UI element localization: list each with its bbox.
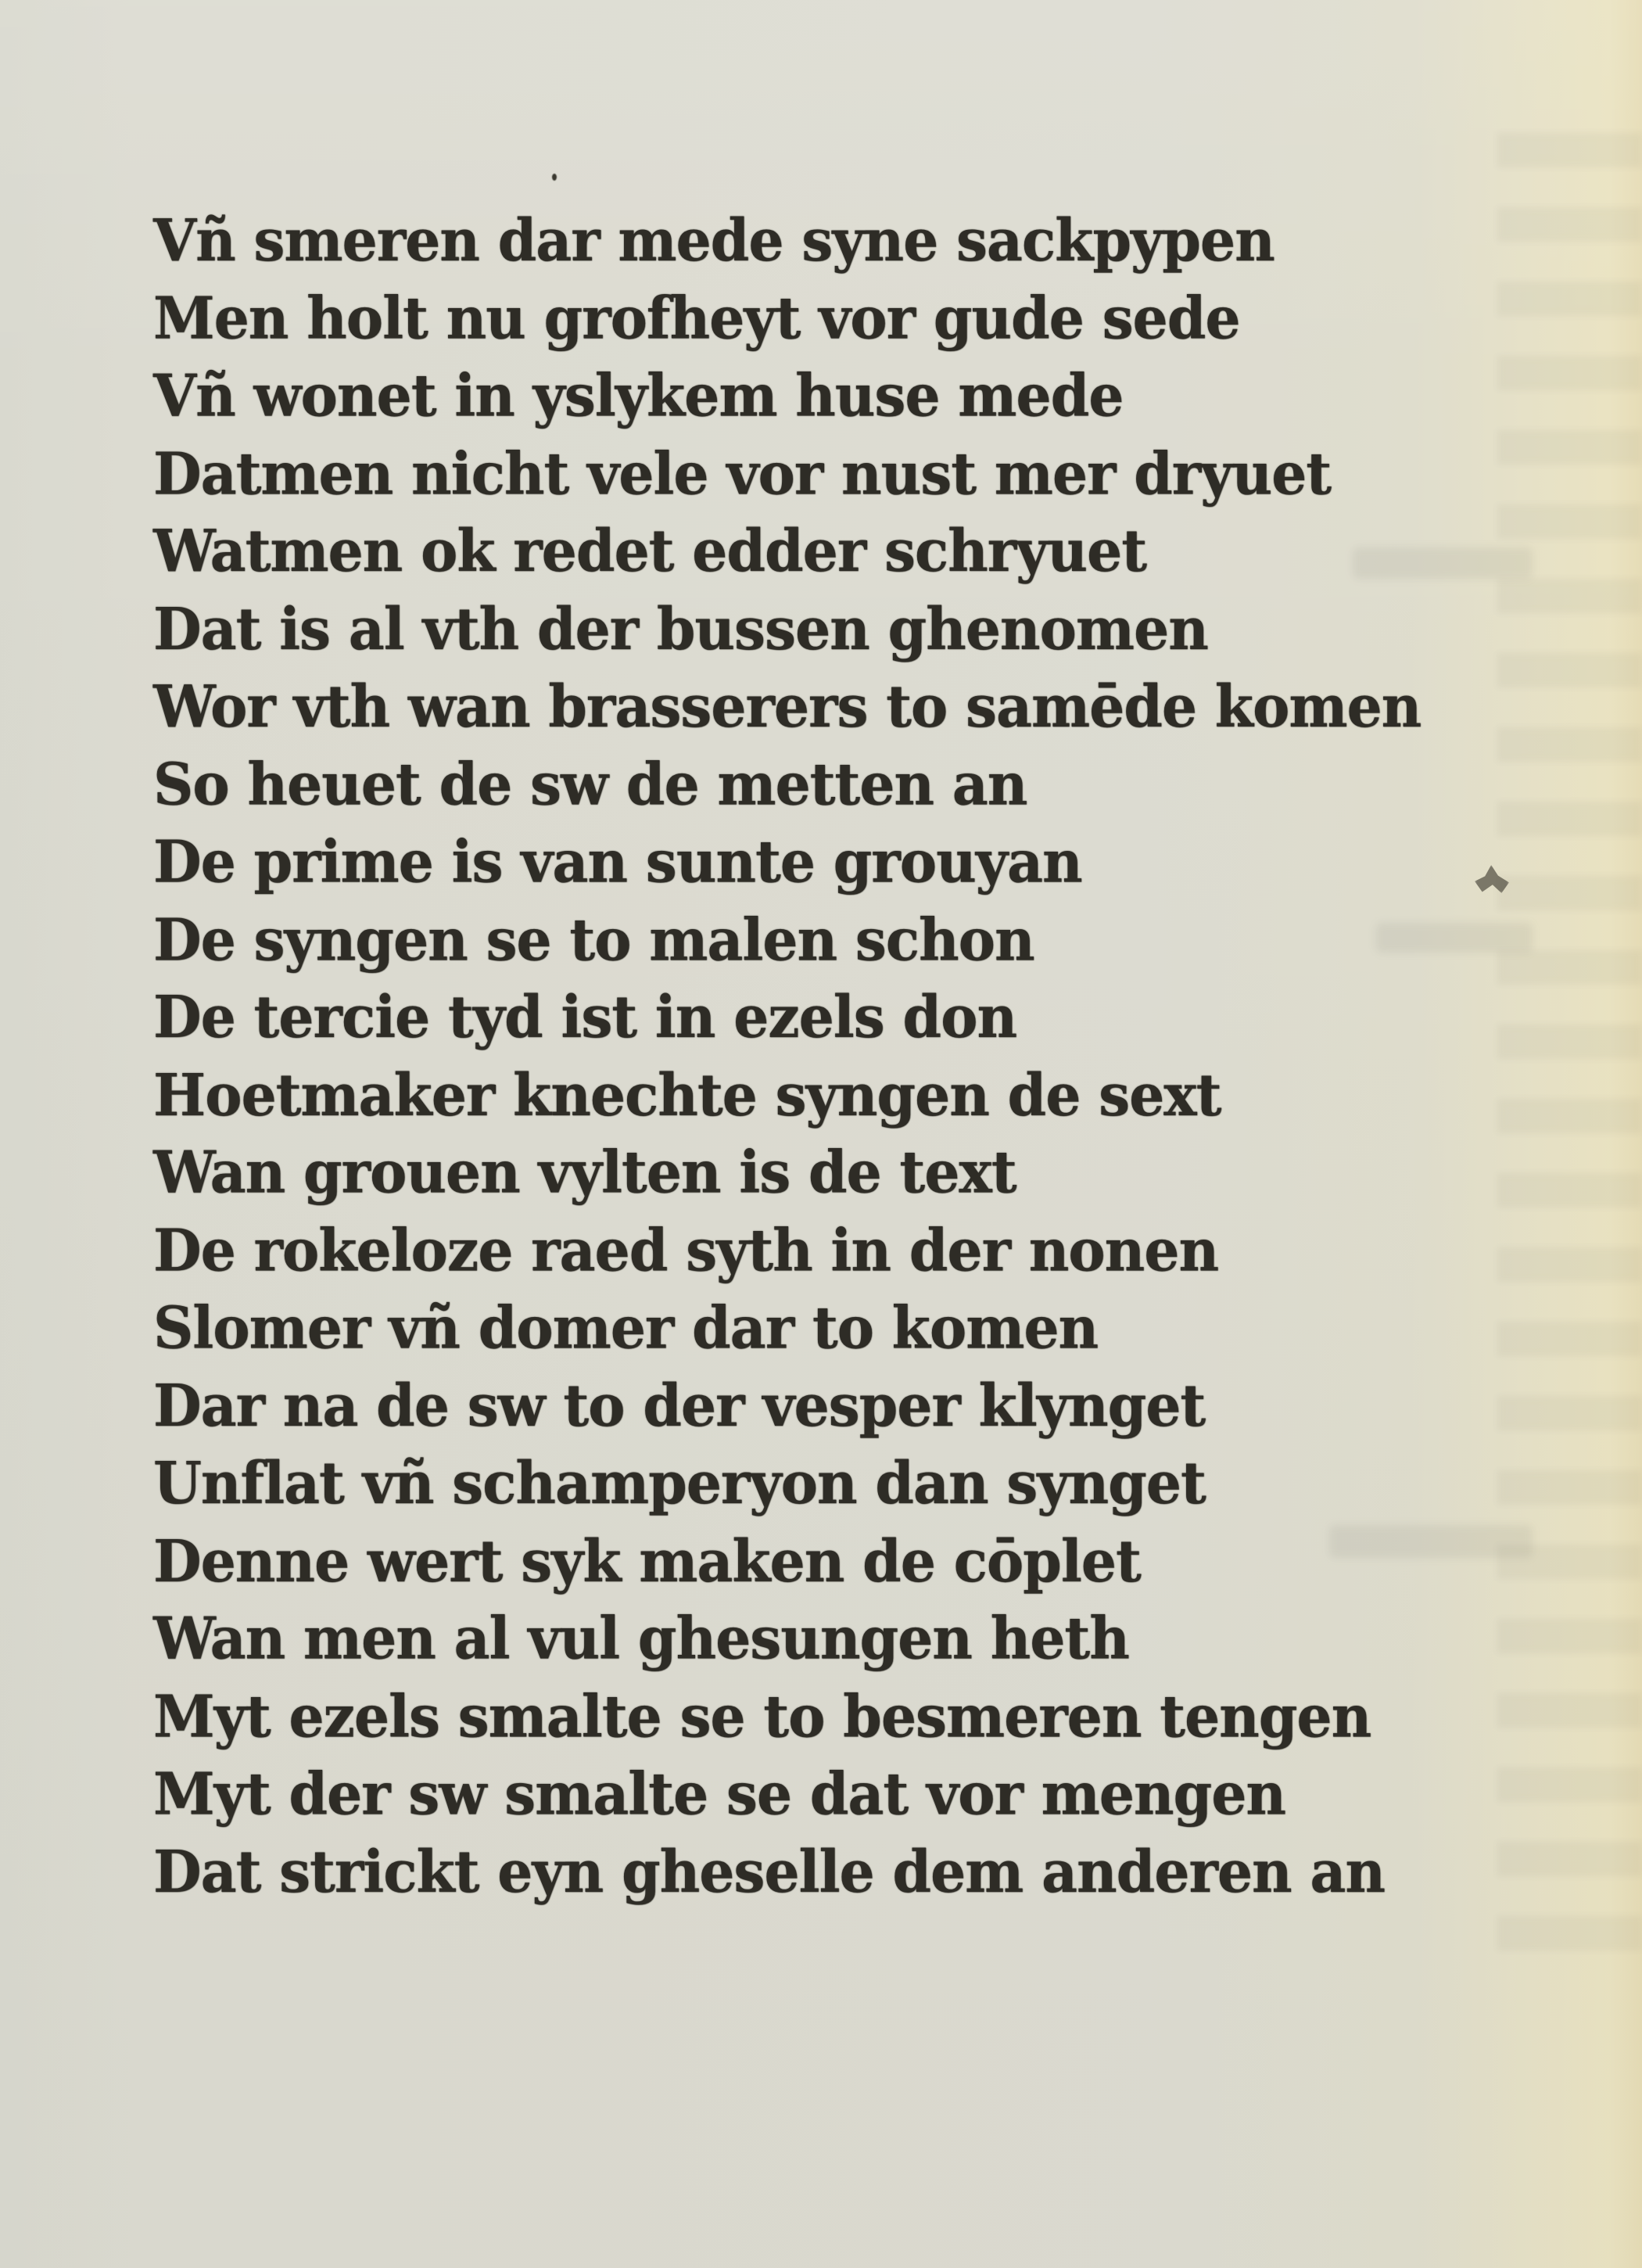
poem-line: Wan men al vul ghesungen heth — [153, 1603, 1129, 1673]
poem-line: Dat is al vth der bussen ghenomen — [153, 594, 1208, 663]
poem-line: Denne wert syk maken de cōplet — [153, 1526, 1141, 1595]
poem-line: Vñ smeren dar mede syne sackpypen — [153, 206, 1275, 275]
poem-text-block — [153, 202, 1561, 1911]
poem-line: De rokeloze raed syth in der nonen — [153, 1215, 1219, 1284]
poem-line: Slomer vñ domer dar to komen — [153, 1293, 1099, 1362]
poem-line: Dat strickt eyn gheselle dem anderen an — [153, 1836, 1386, 1906]
poem-line: De tercie tyd ist in ezels don — [153, 982, 1017, 1051]
poem-line: Myt ezels smalte se to besmeren tengen — [153, 1681, 1371, 1750]
poem-line: Vñ wonet in yslykem huse mede — [153, 361, 1124, 430]
poem-line: Myt der sw smalte se dat vor mengen — [153, 1759, 1285, 1828]
poem-line: Watmen ok redet edder schryuet — [153, 516, 1147, 585]
poem-line: Wan grouen vylten is de text — [153, 1138, 1016, 1207]
poem-line: So heuet de sw de metten an — [153, 749, 1027, 818]
poem-line: Unflat vñ schamperyon dan synget — [153, 1448, 1206, 1517]
poem-line: Hoetmaker knechte syngen de sext — [153, 1060, 1221, 1129]
poem-line: Wor vth wan brasserers to samēde komen — [153, 672, 1422, 741]
poem-line: De syngen se to malen schon — [153, 905, 1034, 974]
poem-line: De prime is van sunte grouyan — [153, 827, 1082, 896]
poem-line: Datmen nicht vele vor nust mer dryuet — [153, 439, 1332, 508]
ink-speck — [552, 174, 557, 181]
poem-line: Dar na de sw to der vesper klynget — [153, 1371, 1206, 1440]
poem-line: Men holt nu grofheyt vor gude sede — [153, 283, 1240, 352]
